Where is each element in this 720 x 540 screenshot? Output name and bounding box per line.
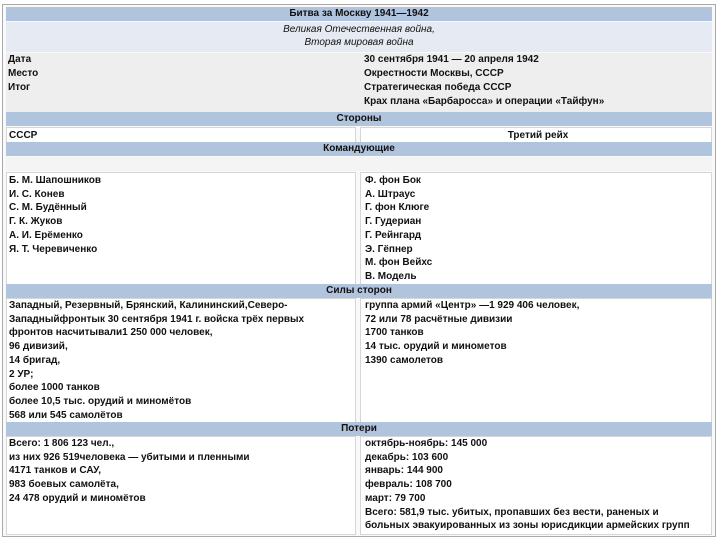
losses-line: 4171 танков и САУ, <box>9 465 102 477</box>
commander[interactable]: А. И. Ерёменко <box>9 229 83 241</box>
losses-line: январь: 144 900 <box>365 465 443 477</box>
info-section <box>6 53 712 113</box>
commander[interactable]: В. Модель <box>365 270 417 282</box>
forces-line: 96 дивизий, <box>9 341 68 353</box>
commander[interactable]: С. М. Будённый <box>9 202 87 214</box>
losses-line: 24 478 орудий и миномётов <box>9 492 146 504</box>
commanders-row <box>6 172 712 285</box>
forces-line: более 1000 танков <box>9 382 100 394</box>
losses-line: Всего: 1 806 123 чел., <box>9 438 115 449</box>
losses-line: из них 926 519человека — убитыми и пленными <box>9 451 250 463</box>
subtitle-line[interactable]: Вторая мировая война <box>304 37 414 48</box>
subtitle-line[interactable]: Великая Отечественная война, <box>283 24 435 35</box>
commander[interactable]: А. Штраус <box>365 188 416 200</box>
forces-reich <box>360 298 712 424</box>
forces-line: 1390 самолетов <box>365 354 444 366</box>
losses-row <box>6 436 712 535</box>
forces-line: более 10,5 тыс. орудий и миномётов <box>9 395 192 407</box>
commanders-reich <box>360 172 712 285</box>
forces-line: Западный, Резервный, Брянский, Калининский,Северо- <box>9 300 288 311</box>
forces-line: 14 бригад, <box>9 354 61 366</box>
forces-line: фронтов насчитывали1 250 000 человек, <box>9 327 213 339</box>
commander[interactable]: М. фон Вейхс <box>365 257 433 269</box>
losses-reich <box>360 436 712 535</box>
forces-line: 1700 танков <box>365 327 424 339</box>
losses-line: март: 79 700 <box>365 492 426 504</box>
commander[interactable]: Г. Рейнгард <box>365 229 422 241</box>
commanders-ussr <box>6 172 356 285</box>
commander[interactable]: Ф. фон Бок <box>365 175 421 186</box>
forces-line: 14 тыс. орудий и минометов <box>365 341 507 353</box>
forces-line: 2 УР; <box>9 368 34 380</box>
forces-row <box>6 298 712 424</box>
side-reich[interactable]: Третий рейх <box>360 127 712 144</box>
forces-header: Силы сторон <box>6 284 712 298</box>
commanders-spacer <box>6 157 712 171</box>
commander[interactable]: Э. Гёпнер <box>365 243 413 255</box>
forces-line: 72 или 78 расчётные дивизии <box>365 313 513 325</box>
date-value: 30 сентября 1941 — 20 апреля 1942 <box>364 54 539 65</box>
commander[interactable]: Б. М. Шапошников <box>9 175 102 186</box>
infobox-subtitle <box>6 22 712 52</box>
losses-ussr <box>6 436 356 535</box>
place-label: Место <box>8 68 39 79</box>
result-value-2[interactable]: Крах плана «Барбаросса» и операции «Тайфун» <box>364 96 605 107</box>
commander[interactable]: Я. Т. Черевиченко <box>9 243 98 255</box>
date-label: Дата <box>8 54 32 65</box>
commander[interactable]: И. С. Конев <box>9 188 65 200</box>
infobox <box>2 4 716 537</box>
sides-header: Стороны <box>6 112 712 126</box>
losses-line: октябрь-ноябрь: 145 000 <box>365 438 488 449</box>
side-ussr[interactable]: СССР <box>6 127 356 144</box>
commander[interactable]: Г. К. Жуков <box>9 216 63 228</box>
losses-line: декабрь: 103 600 <box>365 451 449 463</box>
losses-line: 983 боевых самолёта, <box>9 479 119 491</box>
result-value-1[interactable]: Стратегическая победа СССР <box>364 82 512 93</box>
result-label: Итог <box>8 82 31 93</box>
losses-header: Потери <box>6 422 712 436</box>
forces-line: группа армий «Центр» —1 929 406 человек, <box>365 300 580 311</box>
losses-line: февраль: 108 700 <box>365 479 452 491</box>
forces-line: Западныйфронтык 30 сентября 1941 г. войска трёх первых <box>9 313 305 325</box>
forces-line: 568 или 545 самолётов <box>9 409 123 421</box>
infobox-title: Битва за Москву 1941—1942 <box>6 7 712 21</box>
place-value[interactable]: Окрестности Москвы, СССР <box>364 68 504 79</box>
losses-line: Всего: 581,9 тыс. убитых, пропавших без вести, раненых и <box>365 506 659 518</box>
commander[interactable]: Г. фон Клюге <box>365 202 430 214</box>
losses-line: больных эвакуированных из зоны юрисдикции армейских групп <box>365 520 690 532</box>
forces-ussr <box>6 298 356 424</box>
commander[interactable]: Г. Гудериан <box>365 216 422 228</box>
commanders-header: Командующие <box>6 142 712 156</box>
